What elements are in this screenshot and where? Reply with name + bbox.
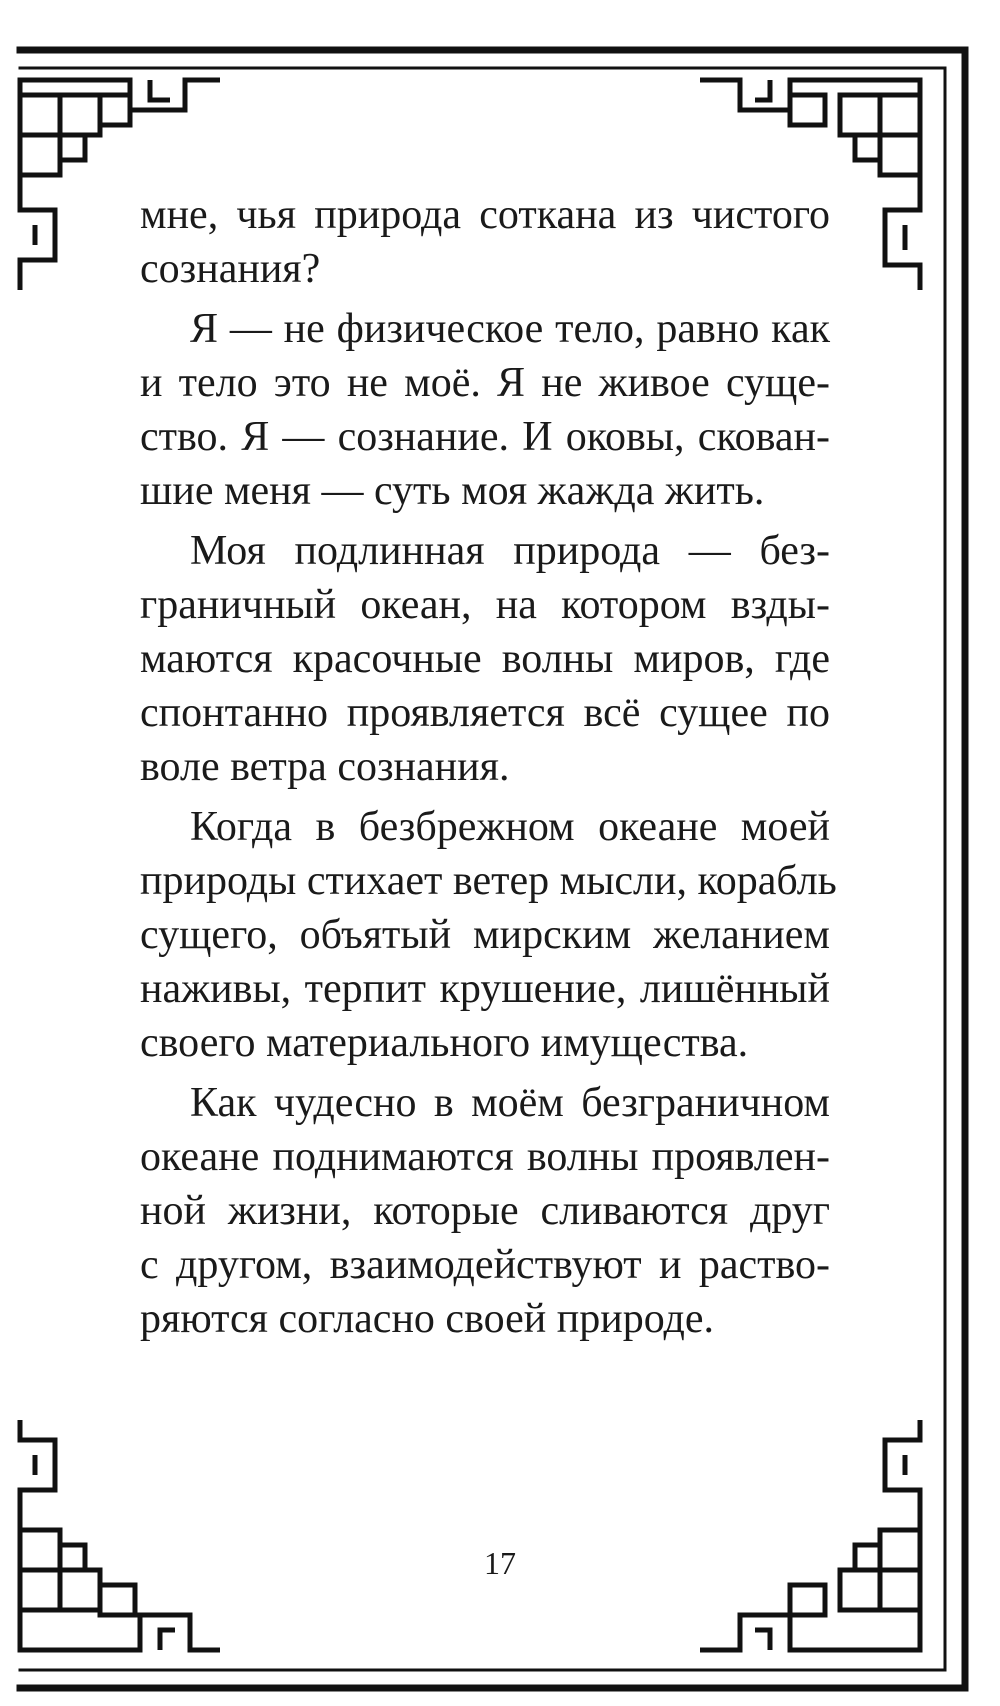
corner-ornament-bottom-left bbox=[20, 1420, 220, 1650]
text-line: спонтанно проявляется всё сущее по bbox=[140, 690, 830, 736]
text-line: сознания? bbox=[140, 246, 321, 292]
text-line: граничный океан, на котором взды- bbox=[140, 582, 830, 628]
text-line: мне, чья природа соткана из чистого bbox=[140, 192, 830, 238]
text-line: сущего, объятый мирским желанием bbox=[140, 912, 830, 958]
text-line: ряются согласно своей природе. bbox=[140, 1296, 714, 1342]
text-line: воле ветра сознания. bbox=[140, 744, 510, 790]
text-line: ство. Я — сознание. И оковы, скован- bbox=[140, 414, 830, 460]
text-line: Моя подлинная природа — без- bbox=[190, 528, 830, 574]
text-line: океане поднимаются волны проявлен- bbox=[140, 1134, 830, 1180]
text-line: Я — не физическое тело, равно как bbox=[190, 306, 830, 352]
text-line: шие меня — суть моя жажда жить. bbox=[140, 468, 765, 514]
text-line: ной жизни, которые сливаются друг bbox=[140, 1188, 830, 1234]
text-line: природы стихает ветер мысли, корабль bbox=[140, 858, 837, 904]
text-line: Как чудесно в моём безграничном bbox=[190, 1080, 830, 1126]
text-line: наживы, терпит крушение, лишённый bbox=[140, 966, 830, 1012]
corner-ornament-bottom-right bbox=[700, 1420, 920, 1650]
page-number: 17 bbox=[484, 1545, 516, 1581]
text-line: маются красочные волны миров, где bbox=[140, 636, 830, 682]
body-text bbox=[140, 188, 837, 1346]
text-line: своего материального имущества. bbox=[140, 1020, 749, 1066]
text-line: Когда в безбрежном океане моей bbox=[190, 804, 830, 850]
text-line: с другом, взаимодействуют и раство- bbox=[140, 1242, 830, 1288]
text-line: и тело это не моё. Я не живое суще- bbox=[140, 360, 830, 406]
